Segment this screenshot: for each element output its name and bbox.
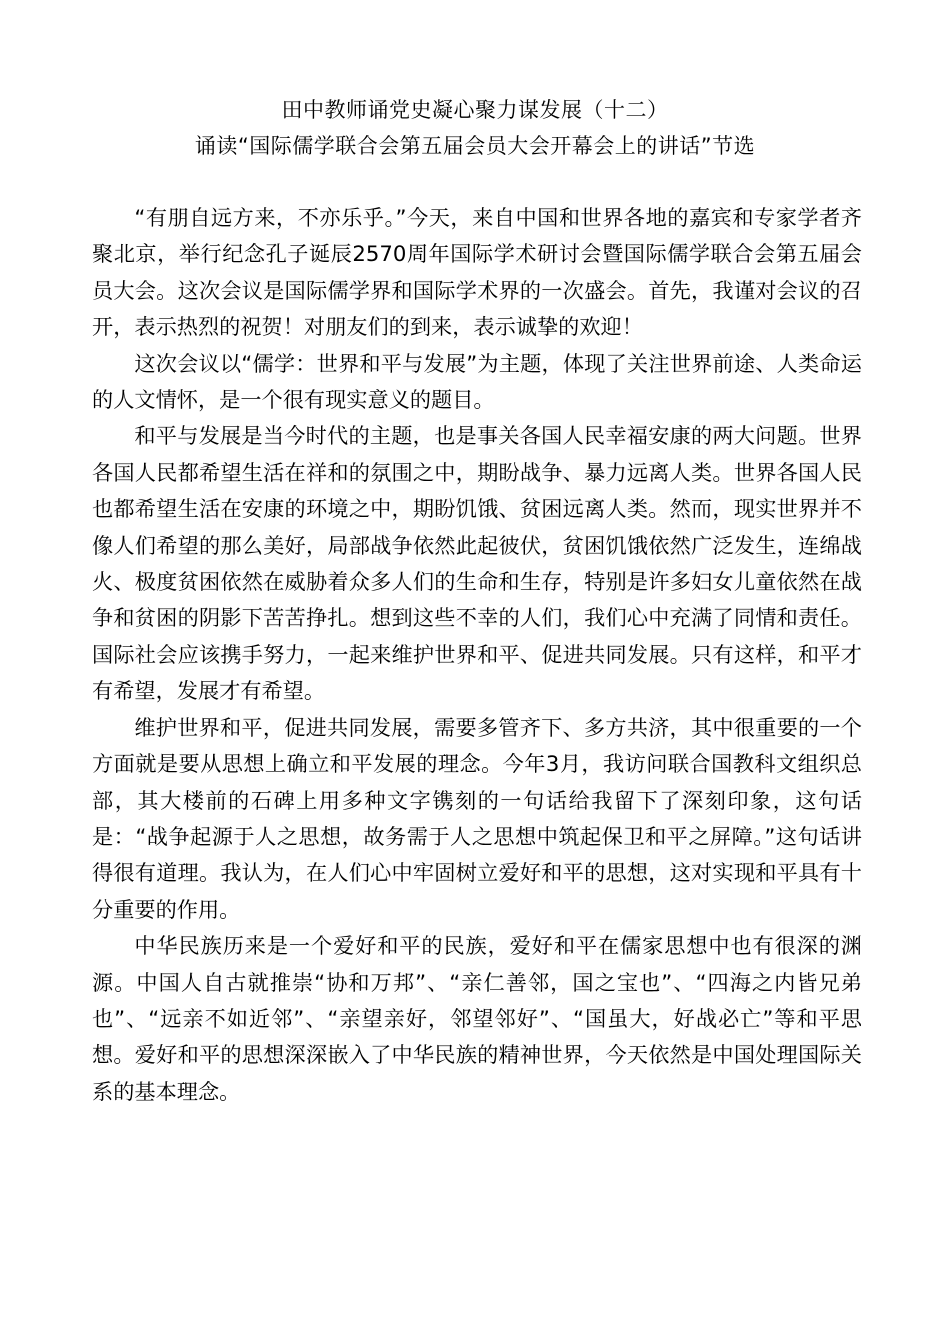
document-title: 田中教师诵党史凝心聚力谋发展（十二） xyxy=(281,98,669,122)
document-subtitle: 诵读“国际儒学联合会第五届会员大会开幕会上的讲话”节选 xyxy=(194,134,756,158)
title-block xyxy=(0,92,950,164)
paragraph-2: 这次会议以“儒学：世界和平与发展”为主题，体现了关注世界前途、人类命运的人文情怀，是一个很有现实意义的题目。 xyxy=(92,350,862,413)
paragraph-4: 维护世界和平，促进共同发展，需要多管齐下、多方共济，其中很重要的一个方面就是要从思想上确立和平发展的理念。今年3月，我访问联合国教科文组织总部，其大楼前的石碑上用多种文字镌刻的一句话给我留下了深刻印象，这句话是：“战争起源于人之思想，故务需于人之思想中筑起保卫和平之屏障。”这句话讲得很有道理。我认为，在人们心中牢固树立爱好和平的思想，这对实现和平具有十分重要的作用。 xyxy=(92,714,862,922)
document-body xyxy=(92,200,862,1110)
paragraph-3: 和平与发展是当今时代的主题，也是事关各国人民幸福安康的两大问题。世界各国人民都希望生活在祥和的氛围之中，期盼战争、暴力远离人类。世界各国人民也都希望生活在安康的环境之中，期盼饥饿、贫困远离人类。然而，现实世界并不像人们希望的那么美好，局部战争依然此起彼伏，贫困饥饿依然广泛发生，连绵战火、极度贫困依然在威胁着众多人们的生命和生存，特别是许多妇女儿童依然在战争和贫困的阴影下苦苦挣扎。想到这些不幸的人们，我们心中充满了同情和责任。国际社会应该携手努力，一起来维护世界和平、促进共同发展。只有这样，和平才有希望，发展才有希望。 xyxy=(92,423,862,704)
paragraph-5: 中华民族历来是一个爱好和平的民族，爱好和平在儒家思想中也有很深的渊源。中国人自古就推崇“协和万邦”、“亲仁善邻，国之宝也”、“四海之内皆兄弟也”、“远亲不如近邻”、“亲望亲好，邻望邻好”、“国虽大，好战必亡”等和平思想。爱好和平的思想深深嵌入了中华民族的精神世界，今天依然是中国处理国际关系的基本理念。 xyxy=(92,933,862,1104)
paragraph-1: “有朋自远方来，不亦乐乎。”今天，来自中国和世界各地的嘉宾和专家学者齐聚北京，举行纪念孔子诞辰2570周年国际学术研讨会暨国际儒学联合会第五届会员大会。这次会议是国际儒学界和国际学术界的一次盛会。首先，我谨对会议的召开，表示热烈的祝贺！对朋友们的到来，表示诚挚的欢迎！ xyxy=(92,205,862,340)
